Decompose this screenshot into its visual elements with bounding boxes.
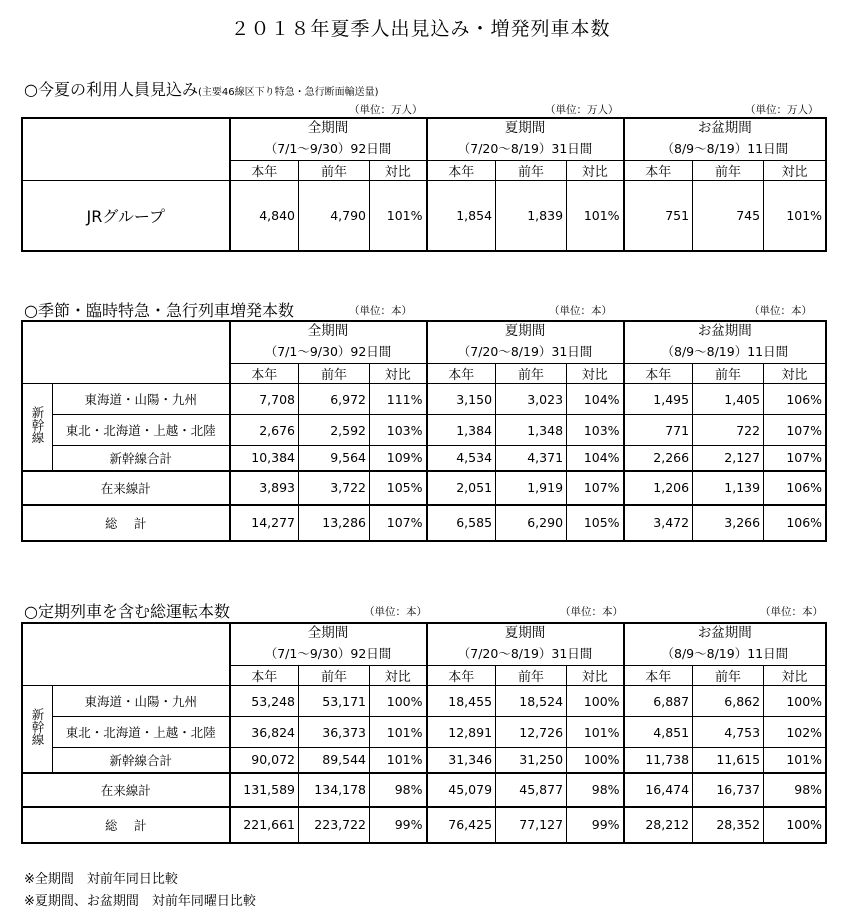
value-cell: 2,127	[693, 446, 764, 471]
col-header: 前年	[693, 161, 764, 181]
value-cell: 101%	[764, 748, 826, 773]
period-note: （7/20〜8/19）31日間	[427, 139, 624, 161]
col-header: 前年	[496, 364, 567, 384]
period-note: （7/1〜9/30）92日間	[230, 644, 427, 666]
period-note: （7/20〜8/19）31日間	[427, 644, 624, 666]
period-note: （8/9〜8/19）11日間	[624, 139, 826, 161]
shinkansen-label-text: 新幹線	[30, 708, 45, 746]
value-cell: 100%	[567, 748, 624, 773]
row-label: 東北・北海道・上越・北陸	[53, 717, 230, 748]
period-header: お盆期間	[624, 119, 826, 139]
value-cell: 36,373	[299, 717, 370, 748]
value-cell: 98%	[567, 773, 624, 807]
value-cell: 101%	[567, 181, 624, 251]
col-header: 前年	[693, 666, 764, 686]
col-header: 本年	[427, 364, 496, 384]
row-label: 東海道・山陽・九州	[53, 384, 230, 415]
footnote: ※全期間 対前年同日比較	[24, 872, 178, 887]
section1-unit-1: （単位：万人）	[349, 104, 423, 116]
value-cell: 100%	[764, 807, 826, 843]
value-cell: 3,722	[299, 471, 370, 505]
section1-unit-2: （単位：万人）	[545, 104, 619, 116]
col-header: 本年	[624, 666, 693, 686]
section1-title	[24, 77, 379, 100]
col-header: 対比	[370, 364, 427, 384]
value-cell: 12,726	[496, 717, 567, 748]
value-cell: 89,544	[299, 748, 370, 773]
period-header: お盆期間	[624, 624, 826, 644]
value-cell: 99%	[370, 807, 427, 843]
value-cell: 4,840	[230, 181, 299, 251]
value-cell: 221,661	[230, 807, 299, 843]
period-note: （8/9〜8/19）11日間	[624, 342, 826, 364]
value-cell: 2,266	[624, 446, 693, 471]
value-cell: 31,250	[496, 748, 567, 773]
value-cell: 12,891	[427, 717, 496, 748]
footnote: ※夏期間、お盆期間 対前年同曜日比較	[24, 894, 256, 909]
period-header: 全期間	[230, 119, 427, 139]
col-header: 対比	[764, 666, 826, 686]
value-cell: 6,972	[299, 384, 370, 415]
section3-unit-1: （単位：本）	[364, 606, 427, 618]
value-cell: 6,862	[693, 686, 764, 717]
value-cell: 105%	[370, 471, 427, 505]
period-header: お盆期間	[624, 322, 826, 342]
shinkansen-label	[23, 384, 53, 471]
value-cell: 98%	[370, 773, 427, 807]
value-cell: 11,738	[624, 748, 693, 773]
value-cell: 103%	[567, 415, 624, 446]
col-header: 本年	[230, 666, 299, 686]
value-cell: 3,893	[230, 471, 299, 505]
value-cell: 751	[624, 181, 693, 251]
value-cell: 28,212	[624, 807, 693, 843]
value-cell: 107%	[764, 446, 826, 471]
value-cell: 7,708	[230, 384, 299, 415]
value-cell: 6,290	[496, 505, 567, 541]
value-cell: 1,854	[427, 181, 496, 251]
period-note: （7/1〜9/30）92日間	[230, 139, 427, 161]
section2-unit-1: （単位：本）	[349, 305, 412, 317]
row-label-jr-group: JRグループ	[23, 181, 230, 251]
section3-title: ○定期列車を含む総運転本数	[24, 602, 230, 621]
period-note: （7/20〜8/19）31日間	[427, 342, 624, 364]
value-cell: 14,277	[230, 505, 299, 541]
page-title: ２０１８年夏季人出見込み・増発列車本数	[230, 18, 611, 40]
value-cell: 1,919	[496, 471, 567, 505]
section1-note: (主要46線区下り特急・急行断面輸送量)	[197, 87, 379, 98]
value-cell: 101%	[370, 717, 427, 748]
value-cell: 102%	[764, 717, 826, 748]
value-cell: 106%	[764, 384, 826, 415]
value-cell: 107%	[370, 505, 427, 541]
col-header: 対比	[567, 364, 624, 384]
period-header: 夏期間	[427, 119, 624, 139]
section3-corner-cell	[23, 624, 230, 686]
value-cell: 1,405	[693, 384, 764, 415]
value-cell: 104%	[567, 446, 624, 471]
value-cell: 3,150	[427, 384, 496, 415]
value-cell: 106%	[764, 471, 826, 505]
value-cell: 2,051	[427, 471, 496, 505]
col-header: 本年	[230, 364, 299, 384]
value-cell: 107%	[764, 415, 826, 446]
section1-corner-cell	[23, 119, 230, 181]
col-header: 本年	[427, 161, 496, 181]
value-cell: 109%	[370, 446, 427, 471]
value-cell: 45,079	[427, 773, 496, 807]
row-label-total: 総 計	[23, 505, 230, 541]
row-label: 東北・北海道・上越・北陸	[53, 415, 230, 446]
value-cell: 223,722	[299, 807, 370, 843]
value-cell: 9,564	[299, 446, 370, 471]
value-cell: 771	[624, 415, 693, 446]
col-header: 対比	[567, 161, 624, 181]
value-cell: 2,592	[299, 415, 370, 446]
section3-table	[22, 623, 826, 843]
value-cell: 100%	[567, 686, 624, 717]
value-cell: 16,474	[624, 773, 693, 807]
value-cell: 3,472	[624, 505, 693, 541]
value-cell: 101%	[764, 181, 826, 251]
row-label: 東海道・山陽・九州	[53, 686, 230, 717]
row-label-zairai: 在来線計	[23, 773, 230, 807]
value-cell: 6,585	[427, 505, 496, 541]
value-cell: 4,851	[624, 717, 693, 748]
period-header: 全期間	[230, 322, 427, 342]
row-label: 新幹線合計	[53, 748, 230, 773]
value-cell: 111%	[370, 384, 427, 415]
value-cell: 1,495	[624, 384, 693, 415]
value-cell: 11,615	[693, 748, 764, 773]
col-header: 前年	[693, 364, 764, 384]
value-cell: 745	[693, 181, 764, 251]
value-cell: 4,790	[299, 181, 370, 251]
value-cell: 131,589	[230, 773, 299, 807]
value-cell: 76,425	[427, 807, 496, 843]
value-cell: 18,455	[427, 686, 496, 717]
value-cell: 18,524	[496, 686, 567, 717]
row-label-total: 総 計	[23, 807, 230, 843]
section2-title: ○季節・臨時特急・急行列車増発本数	[24, 301, 294, 320]
col-header: 本年	[230, 161, 299, 181]
value-cell: 3,023	[496, 384, 567, 415]
value-cell: 98%	[764, 773, 826, 807]
value-cell: 31,346	[427, 748, 496, 773]
value-cell: 2,676	[230, 415, 299, 446]
value-cell: 1,206	[624, 471, 693, 505]
value-cell: 105%	[567, 505, 624, 541]
section1-table	[22, 118, 826, 251]
value-cell: 36,824	[230, 717, 299, 748]
col-header: 対比	[370, 161, 427, 181]
col-header: 前年	[496, 161, 567, 181]
row-label: 新幹線合計	[53, 446, 230, 471]
value-cell: 90,072	[230, 748, 299, 773]
section2-unit-2: （単位：本）	[549, 305, 612, 317]
row-label-zairai: 在来線計	[23, 471, 230, 505]
value-cell: 101%	[567, 717, 624, 748]
value-cell: 3,266	[693, 505, 764, 541]
section3-unit-3: （単位：本）	[760, 606, 823, 618]
value-cell: 103%	[370, 415, 427, 446]
period-note: （8/9〜8/19）11日間	[624, 644, 826, 666]
value-cell: 4,371	[496, 446, 567, 471]
value-cell: 134,178	[299, 773, 370, 807]
section1-title-text: ○今夏の利用人員見込み	[24, 80, 198, 99]
value-cell: 1,348	[496, 415, 567, 446]
value-cell: 101%	[370, 181, 427, 251]
value-cell: 107%	[567, 471, 624, 505]
col-header: 対比	[764, 364, 826, 384]
value-cell: 100%	[370, 686, 427, 717]
value-cell: 1,139	[693, 471, 764, 505]
period-header: 全期間	[230, 624, 427, 644]
section2-unit-3: （単位：本）	[749, 305, 812, 317]
value-cell: 28,352	[693, 807, 764, 843]
value-cell: 77,127	[496, 807, 567, 843]
col-header: 本年	[427, 666, 496, 686]
value-cell: 722	[693, 415, 764, 446]
col-header: 対比	[567, 666, 624, 686]
value-cell: 13,286	[299, 505, 370, 541]
shinkansen-label-text: 新幹線	[30, 406, 45, 444]
value-cell: 1,839	[496, 181, 567, 251]
col-header: 対比	[764, 161, 826, 181]
value-cell: 4,534	[427, 446, 496, 471]
period-header: 夏期間	[427, 322, 624, 342]
shinkansen-label	[23, 686, 53, 773]
section3-unit-2: （単位：本）	[560, 606, 623, 618]
value-cell: 4,753	[693, 717, 764, 748]
period-header: 夏期間	[427, 624, 624, 644]
value-cell: 6,887	[624, 686, 693, 717]
col-header: 対比	[370, 666, 427, 686]
value-cell: 45,877	[496, 773, 567, 807]
value-cell: 1,384	[427, 415, 496, 446]
value-cell: 101%	[370, 748, 427, 773]
section2-corner-cell	[23, 322, 230, 384]
period-note: （7/1〜9/30）92日間	[230, 342, 427, 364]
value-cell: 99%	[567, 807, 624, 843]
value-cell: 104%	[567, 384, 624, 415]
col-header: 前年	[299, 161, 370, 181]
value-cell: 10,384	[230, 446, 299, 471]
value-cell: 53,171	[299, 686, 370, 717]
section1-unit-3: （単位：万人）	[745, 104, 819, 116]
section2-table	[22, 321, 826, 541]
col-header: 前年	[496, 666, 567, 686]
col-header: 本年	[624, 364, 693, 384]
col-header: 本年	[624, 161, 693, 181]
col-header: 前年	[299, 364, 370, 384]
value-cell: 53,248	[230, 686, 299, 717]
value-cell: 100%	[764, 686, 826, 717]
col-header: 前年	[299, 666, 370, 686]
value-cell: 16,737	[693, 773, 764, 807]
value-cell: 106%	[764, 505, 826, 541]
